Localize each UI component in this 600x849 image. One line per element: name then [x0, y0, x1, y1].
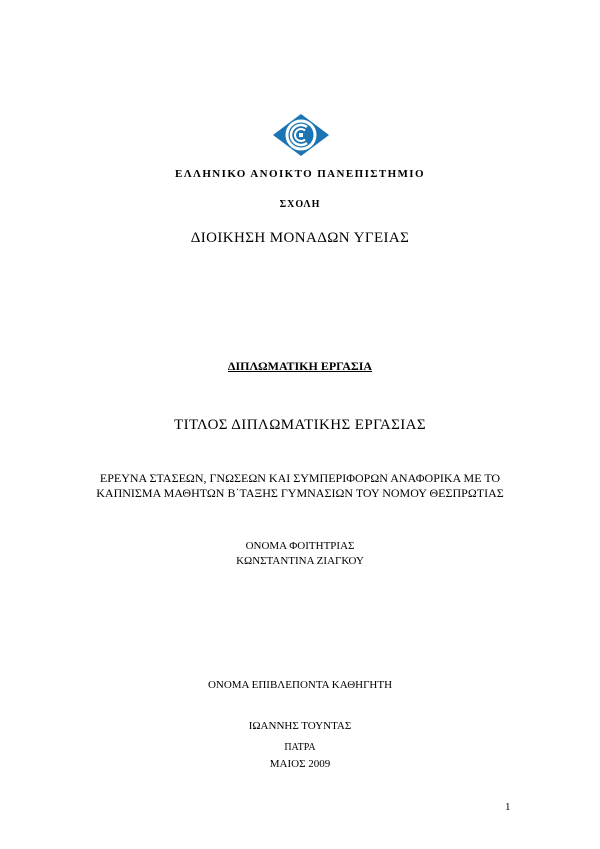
city: ΠΑΤΡΑ — [284, 742, 316, 753]
supervisor-name: ΙΩΑΝΝΗΣ ΤΟΥΝΤΑΣ — [248, 720, 352, 732]
university-name: ΕΛΛΗΝΙΚΟ ΑΝΟΙΚΤΟ ΠΑΝΕΠΙΣΤΗΜΙΟ — [175, 168, 425, 180]
thesis-topic-line-1: ΕΡΕΥΝΑ ΣΤΑΣΕΩΝ, ΓΝΩΣΕΩΝ ΚΑΙ ΣΥΜΠΕΡΙΦΟΡΩΝ ΑΝΑΦΟΡΙΚΑ ΜΕ ΤΟ — [99, 471, 501, 485]
thesis-label: ΔΙΠΛΩΜΑΤΙΚΗ ΕΡΓΑΣΙΑ — [227, 359, 373, 373]
school-label: ΣΧΟΛΗ — [279, 199, 321, 210]
department-name: ΔΙΟΙΚΗΣΗ ΜΟΝΑΔΩΝ ΥΓΕΙΑΣ — [190, 230, 410, 246]
university-logo — [271, 112, 331, 158]
student-label: ΟΝΟΜΑ ΦΟΙΤΗΤΡΙΑΣ — [245, 540, 355, 552]
thesis-topic-line-2: ΚΑΠΝΙΣΜΑ ΜΑΘΗΤΩΝ Β΄ΤΑΞΗΣ ΓΥΜΝΑΣΙΩΝ ΤΟΥ ΝΟΜΟΥ ΘΕΣΠΡΩΤΙΑΣ — [96, 486, 504, 500]
thesis-title-label: ΤΙΤΛΟΣ ΔΙΠΛΩΜΑΤΙΚΗΣ ΕΡΓΑΣΙΑΣ — [174, 417, 426, 433]
page-number: 1 — [505, 801, 511, 813]
student-name: ΚΩΝΣΤΑΝΤΙΝΑ ΖΙΑΓΚΟΥ — [236, 555, 364, 567]
supervisor-label: ΟΝΟΜΑ ΕΠΙΒΛΕΠΟΝΤΑ ΚΑΘΗΓΗΤΗ — [207, 679, 393, 691]
date: ΜΑΙΟΣ 2009 — [269, 758, 331, 770]
